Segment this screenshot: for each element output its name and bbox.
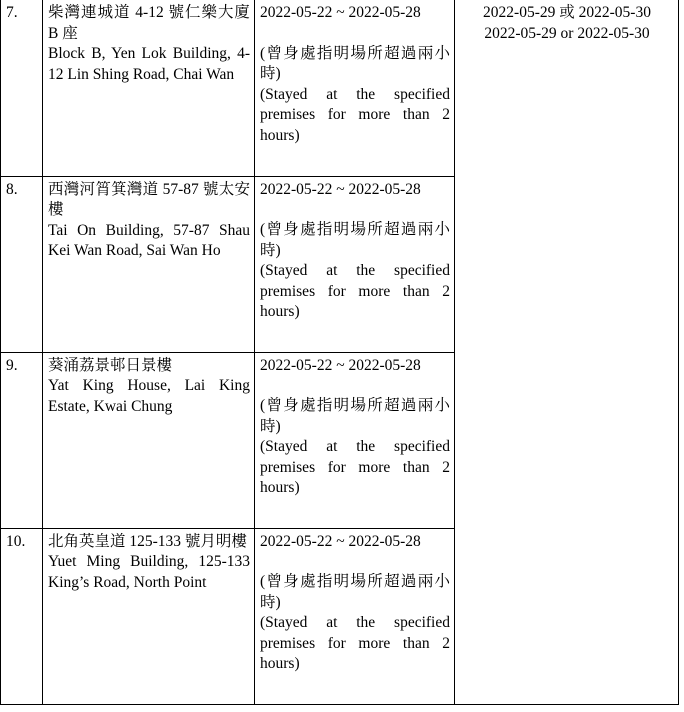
address-chinese: 葵涌荔景邨日景樓	[48, 356, 173, 374]
note-chinese: (曾身處指明場所超過兩小時)	[260, 397, 450, 435]
testing-dates	[455, 0, 679, 704]
address-chinese: 西灣河筲箕灣道 57-87 號太安樓	[48, 180, 250, 218]
visit-period	[255, 352, 455, 528]
row-number: 7.	[1, 0, 43, 176]
premises-address	[43, 528, 255, 704]
note-chinese: (曾身處指明場所超過兩小時)	[260, 44, 450, 82]
table-row	[1, 0, 679, 176]
note-english: (Stayed at the specified premises for more than 2 hours)	[260, 262, 450, 320]
row-number: 10.	[1, 528, 43, 704]
date-range: 2022-05-22 ~ 2022-05-28	[260, 532, 421, 550]
premises-address	[43, 0, 255, 176]
premises-address	[43, 176, 255, 352]
address-english: Yuet Ming Building, 125-133 King’s Road, North Point	[48, 553, 250, 591]
row-number: 9.	[1, 352, 43, 528]
note-chinese: (曾身處指明場所超過兩小時)	[260, 573, 450, 611]
note-english: (Stayed at the specified premises for more than 2 hours)	[260, 438, 450, 496]
note-english: (Stayed at the specified premises for more than 2 hours)	[260, 614, 450, 672]
address-chinese: 北角英皇道 125-133 號月明樓	[48, 532, 247, 550]
date-range: 2022-05-22 ~ 2022-05-28	[260, 356, 421, 374]
address-english: Tai On Building, 57-87 Shau Kei Wan Road, Sai Wan Ho	[48, 221, 250, 259]
date-range: 2022-05-22 ~ 2022-05-28	[260, 180, 421, 198]
note-chinese: (曾身處指明場所超過兩小時)	[260, 221, 450, 259]
address-english: Yat King House, Lai King Estate, Kwai Chung	[48, 377, 250, 415]
address-english: Block B, Yen Lok Building, 4-12 Lin Shing Road, Chai Wan	[48, 45, 250, 83]
visit-period	[255, 528, 455, 704]
testing-dates-english: 2022-05-29 or 2022-05-30	[484, 24, 650, 42]
premises-address	[43, 352, 255, 528]
address-chinese: 柴灣連城道 4-12 號仁樂大廈 B 座	[48, 4, 250, 42]
visit-period	[255, 0, 455, 176]
note-english: (Stayed at the specified premises for more than 2 hours)	[260, 85, 450, 144]
row-number: 8.	[1, 176, 43, 352]
testing-dates-chinese: 2022-05-29 或 2022-05-30	[483, 4, 651, 21]
visit-period	[255, 176, 455, 352]
date-range: 2022-05-22 ~ 2022-05-28	[260, 4, 421, 21]
